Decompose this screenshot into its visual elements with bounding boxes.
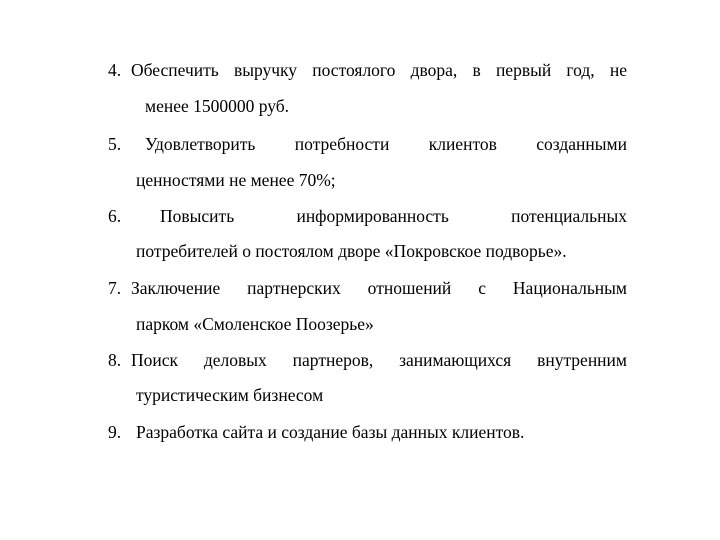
item-text-line: парком «Смоленское Поозерье» <box>136 314 374 334</box>
item-text-line: Заключение партнерских отношений с Национальным <box>131 278 627 298</box>
item-text-line: Обеспечить выручку постоялого двора, в первый год, не <box>131 60 627 80</box>
item-text-line: потребителей о постоялом дворе «Покровское подворье». <box>136 241 567 261</box>
item-number: 6. <box>108 206 122 226</box>
item-text-line: туристическим бизнесом <box>136 385 324 405</box>
item-number: 5. <box>108 134 122 154</box>
item-text-line: Удовлетворить потребности клиентов созданными <box>145 134 627 154</box>
item-text-line: менее 1500000 руб. <box>145 96 290 116</box>
item-text-line: Поиск деловых партнеров, занимающихся внутренним <box>131 350 627 370</box>
item-text-line: Повысить информированность потенциальных <box>160 206 627 226</box>
item-number: 7. <box>108 278 122 298</box>
item-number: 9. <box>108 422 122 442</box>
item-number: 4. <box>108 60 122 80</box>
item-text-line: ценностями не менее 70%; <box>136 170 336 190</box>
item-number: 8. <box>108 350 122 370</box>
item-text-line: Разработка сайта и создание базы данных клиентов. <box>136 422 525 442</box>
